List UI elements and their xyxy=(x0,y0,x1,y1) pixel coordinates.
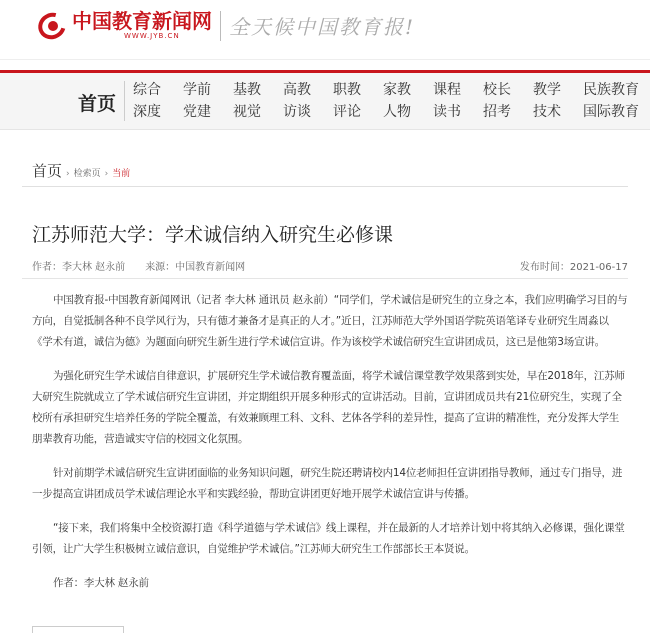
nav-home-link[interactable]: 首页 xyxy=(78,93,117,115)
share-box xyxy=(32,626,124,633)
nav-item[interactable]: 学前 xyxy=(183,82,211,98)
breadcrumb-current: 当前 xyxy=(112,169,131,179)
nav-item[interactable]: 高教 xyxy=(283,82,311,98)
nav-item[interactable]: 国际教育 xyxy=(583,104,639,120)
divider xyxy=(22,186,628,187)
divider xyxy=(22,278,628,279)
nav-item[interactable]: 党建 xyxy=(183,104,211,120)
nav-channel-grid xyxy=(133,81,639,121)
article-paragraph: 为强化研究生学术诚信自律意识，扩展研究生学术诚信教育覆盖面，将学术诚信课堂教学效果落到实处，早在2018年，江苏师大研究生院就成立了学术诚信研究生宣讲团，并定期组织开展多种形式的宣讲活动。目前，宣讲团成员共有21位研究生，实现了全校所有承担研究生培养任务的学院全覆盖，有效兼顾理工科、文科、艺体各学科的差异性，提高了宣讲的精准性，充分发挥大学生朋辈教育功能，营造诚实守信的校园文化氛围。 xyxy=(32,370,625,445)
nav-item[interactable]: 评论 xyxy=(333,104,361,120)
chevron-right-icon: › xyxy=(104,169,109,179)
nav-item[interactable]: 读书 xyxy=(433,104,461,120)
logo-emblem-icon xyxy=(38,11,68,41)
article-date: 发布时间：2021-06-17 xyxy=(519,262,628,273)
nav-item[interactable]: 职教 xyxy=(333,82,361,98)
nav-item[interactable]: 民族教育 xyxy=(583,82,639,98)
article-meta xyxy=(32,258,628,273)
logo-divider xyxy=(220,11,221,41)
slogan: 全天候中国教育报! xyxy=(229,15,416,39)
nav-item[interactable]: 技术 xyxy=(533,104,561,120)
nav-item[interactable]: 课程 xyxy=(433,82,461,98)
nav-item[interactable]: 教学 xyxy=(533,82,561,98)
article-paragraph: 针对前期学术诚信研究生宣讲团面临的业务知识问题，研究生院还聘请校内14位老师担任宣讲团指导教师，通过专门指导，进一步提高宣讲团成员学术诚信理论水平和实践经验，帮助宣讲团更好地开展学术诚信宣讲与传播。 xyxy=(32,467,623,500)
nav-divider xyxy=(124,81,125,121)
nav-item[interactable]: 视觉 xyxy=(233,104,261,120)
logo-title: 中国教育新闻网 xyxy=(72,9,212,33)
article-paragraph: “接下来，我们将集中全校资源打造《科学道德与学术诚信》线上课程，并在最新的人才培养计划中将其纳入必修课，强化课堂引领，让广大学生积极树立诚信意识，自觉维护学术诚信。”江苏师大研究生工作部部长王本贤说。 xyxy=(32,522,625,555)
article-source: 来源：中国教育新闻网 xyxy=(145,262,246,273)
article-footer-author: 作者：李大林 赵永前 xyxy=(53,577,149,589)
nav-item[interactable]: 校长 xyxy=(483,82,511,98)
breadcrumb xyxy=(32,160,130,181)
chevron-right-icon: › xyxy=(66,169,70,179)
article-author: 作者：李大林 赵永前 xyxy=(32,262,126,273)
site-logo[interactable] xyxy=(38,10,415,41)
nav-item[interactable]: 深度 xyxy=(133,104,161,120)
nav-item[interactable]: 招考 xyxy=(483,104,511,120)
article-paragraph: 中国教育报-中国教育新闻网讯（记者 李大林 通讯员 赵永前）“同学们，学术诚信是研究生的立身之本，我们应明确学习目的与方向，自觉抵制各种不良学风行为，只有德才兼备才是真正的人才。”近日，江苏师范大学外国语学院英语笔译专业研究生周淼以《学术有道，诚信为德》为题面向研究生新生进行学术诚信宣讲。作为该校学术诚信研究生宣讲团成员，这已是他第3场宣讲。 xyxy=(32,294,628,348)
nav-item[interactable]: 基教 xyxy=(233,82,261,98)
nav-item[interactable]: 人物 xyxy=(383,104,411,120)
article-title: 江苏师范大学：学术诚信纳入研究生必修课 xyxy=(32,224,394,246)
main-nav xyxy=(0,73,650,130)
breadcrumb-level[interactable]: 检索页 xyxy=(73,169,101,179)
article-body xyxy=(32,290,628,607)
breadcrumb-home[interactable]: 首页 xyxy=(32,162,63,180)
nav-item[interactable]: 家教 xyxy=(383,82,411,98)
nav-item[interactable]: 综合 xyxy=(133,82,161,98)
logo-url: WWW.JYB.CN xyxy=(124,32,180,40)
site-header xyxy=(0,0,650,60)
nav-item[interactable]: 访谈 xyxy=(283,104,311,120)
